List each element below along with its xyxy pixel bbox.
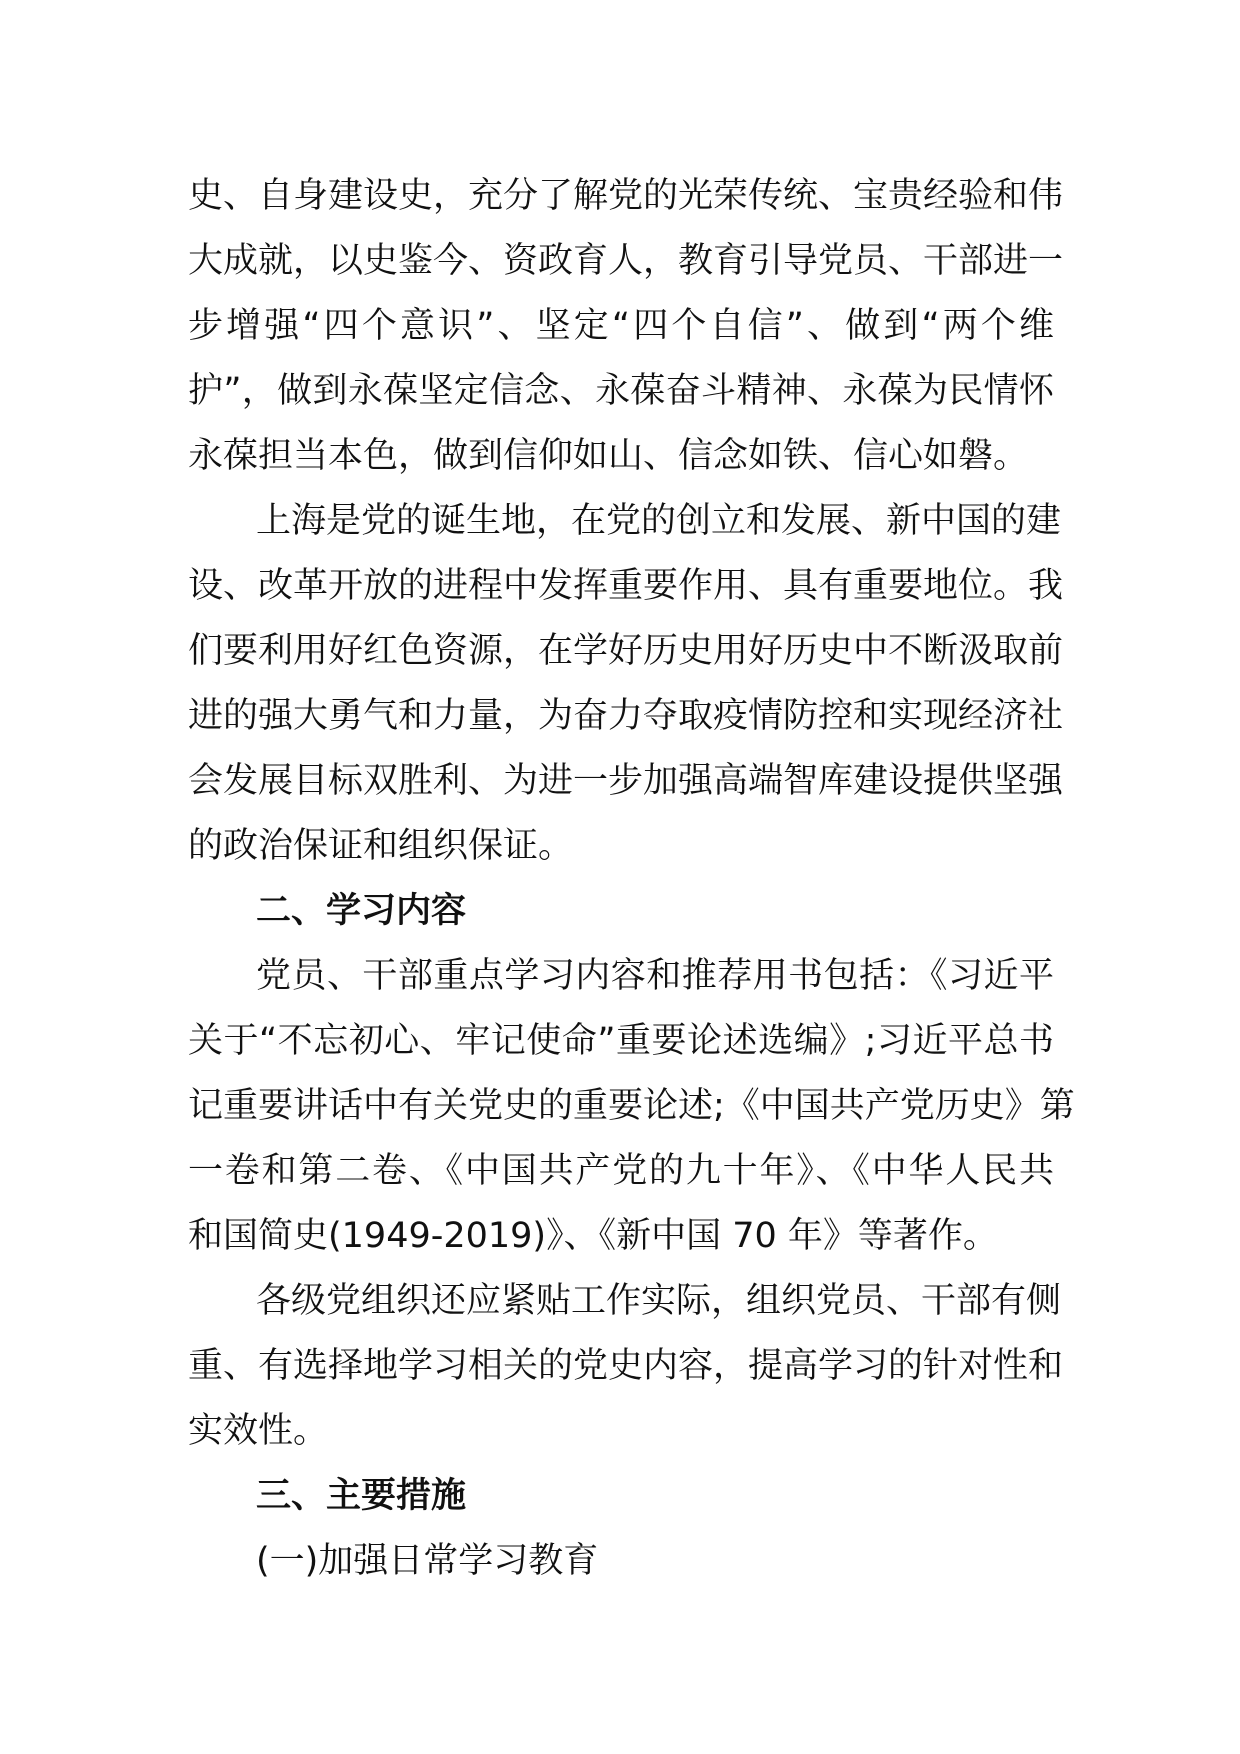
text-line: 实效性。 — [188, 1411, 329, 1451]
document-body — [188, 164, 1075, 1594]
text-line: 一卷和第二卷、《中国共产党的九十年》、《中华人民共 — [188, 1151, 1054, 1191]
text-line: 设、改革开放的进程中发挥重要作用、具有重要地位。我 — [188, 566, 1064, 606]
text-line: 大成就，以史鉴今、资政育人，教育引导党员、干部进一 — [188, 241, 1064, 281]
text-line: 们要利用好红色资源，在学好历史用好历史中不断汲取前 — [188, 631, 1064, 671]
paragraph-party-history-goals — [188, 164, 1064, 489]
text-line: 史、自身建设史，充分了解党的光荣传统、宝贵经验和伟 — [188, 176, 1064, 216]
text-line: 关于“不忘初心、牢记使命”重要论述选编》;习近平总书 — [188, 1021, 1054, 1061]
text-line: 和国简史(1949-2019)》、《新中国 70 年》等著作。 — [188, 1216, 998, 1256]
text-line: 会发展目标双胜利、为进一步加强高端智库建设提供坚强 — [188, 761, 1064, 801]
text-line: 进的强大勇气和力量，为奋力夺取疫情防控和实现经济社 — [188, 696, 1064, 736]
text-line: 的政治保证和组织保证。 — [188, 826, 574, 866]
text-line: 党员、干部重点学习内容和推荐用书包括：《习近平 — [256, 956, 1054, 996]
text-line: 重、有选择地学习相关的党史内容，提高学习的针对性和 — [188, 1346, 1064, 1386]
text-line: 各级党组织还应紧贴工作实际，组织党员、干部有侧 — [256, 1281, 1062, 1321]
section-heading-study-content: 二、学习内容 — [256, 891, 467, 931]
text-line: 步增强“四个意识”、坚定“四个自信”、做到“两个维 — [188, 306, 1054, 346]
paragraph-recommended-books — [188, 944, 1075, 1269]
text-line: 上海是党的诞生地，在党的创立和发展、新中国的建 — [256, 501, 1062, 541]
paragraph-party-organizations — [188, 1269, 1064, 1464]
text-line: 记重要讲话中有关党史的重要论述;《中国共产党历史》第 — [188, 1086, 1075, 1126]
subsection-heading-daily-study: (一)加强日常学习教育 — [256, 1541, 599, 1581]
text-line: 永葆担当本色，做到信仰如山、信念如铁、信心如磐。 — [188, 436, 1029, 476]
paragraph-shanghai — [188, 489, 1064, 879]
text-line: 护”，做到永葆坚定信念、永葆奋斗精神、永葆为民情怀 — [188, 371, 1054, 411]
section-heading-main-measures: 三、主要措施 — [256, 1476, 467, 1516]
